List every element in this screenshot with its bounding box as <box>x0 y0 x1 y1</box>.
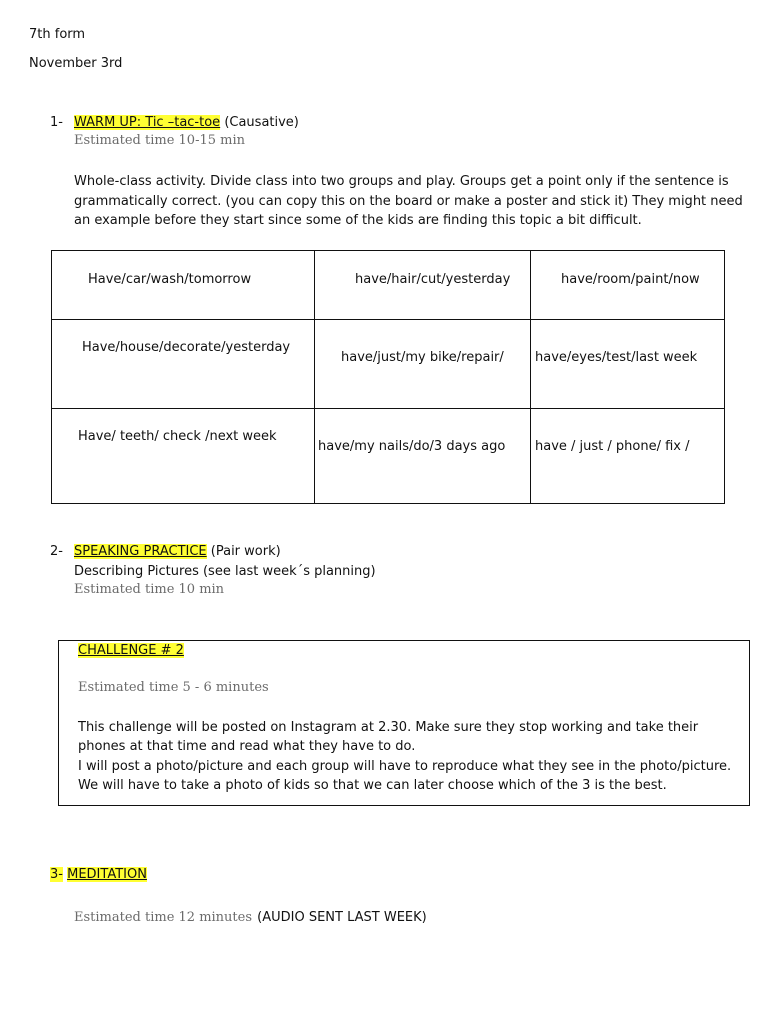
grid-cell-text: have/hair/cut/yesterday <box>355 272 511 287</box>
tic-tac-toe-grid <box>51 250 725 504</box>
section2-subtitle: (Pair work) <box>210 544 281 559</box>
section3-heading <box>50 867 147 882</box>
section1-heading <box>74 115 299 130</box>
grid-cell-text: have/room/paint/now <box>561 272 700 287</box>
grid-cell-text: Have/car/wash/tomorrow <box>88 272 252 287</box>
challenge-title: CHALLENGE # 2 <box>78 643 184 658</box>
grid-cell-text: have/my nails/do/3 days ago <box>318 439 506 454</box>
section2-title: SPEAKING PRACTICE <box>74 544 207 559</box>
section3-note: (AUDIO SENT LAST WEEK) <box>257 910 427 925</box>
section2-number: 2- <box>50 544 63 559</box>
grid-cell-text: have / just / phone/ fix / <box>535 439 690 454</box>
challenge-heading <box>78 643 184 658</box>
challenge-time: Estimated time 5 - 6 minutes <box>78 680 269 695</box>
section3-time: Estimated time 12 minutes <box>74 910 253 925</box>
section2-time: Estimated time 10 min <box>74 582 225 597</box>
grid-cell <box>52 251 315 320</box>
grid-cell <box>315 320 531 409</box>
section1-time: Estimated time 10-15 min <box>74 133 245 148</box>
grid-cell <box>531 251 725 320</box>
date-label: November 3rd <box>29 56 123 71</box>
grid-cell <box>315 251 531 320</box>
section3-number: 3- <box>50 867 63 882</box>
grid-cell <box>531 409 725 504</box>
grid-cell <box>531 320 725 409</box>
section2-line2: Describing Pictures (see last week´s planning) <box>74 564 376 579</box>
grid-cell <box>315 409 531 504</box>
form-label: 7th form <box>29 27 86 42</box>
section1-description: Whole-class activity. Divide class into two groups and play. Groups get a point only if the sentence is grammatically correct. (you can copy this on the board or make a poster and stick it) They might need an example before they start since some of the kids are finding this topic a bit difficult. <box>74 174 743 228</box>
section1-number: 1- <box>50 115 63 130</box>
grid-cell-text: Have/house/decorate/yesterday <box>82 340 291 355</box>
grid-cell-text: have/eyes/test/last week <box>535 350 698 365</box>
section3-title: MEDITATION <box>67 867 147 882</box>
grid-cell-text: Have/ teeth/ check /next week <box>78 429 277 444</box>
challenge-line: This challenge will be posted on Instagram at 2.30. Make sure they stop working and take their <box>78 720 699 735</box>
grid-cell <box>52 320 315 409</box>
section1-subtitle: (Causative) <box>224 115 299 130</box>
grid-cell-text: have/just/my bike/repair/ <box>341 350 504 365</box>
grid-cell <box>52 409 315 504</box>
challenge-line: We will have to take a photo of kids so that we can later choose which of the 3 is the best. <box>78 778 667 793</box>
section3-time-line <box>74 906 427 925</box>
challenge-line: I will post a photo/picture and each group will have to reproduce what they see in the photo/picture. <box>78 759 732 774</box>
section1-title: WARM UP: Tic –tac-toe <box>74 115 221 130</box>
challenge-line: phones at that time and read what they have to do. <box>78 739 416 754</box>
section2-heading <box>74 544 281 559</box>
